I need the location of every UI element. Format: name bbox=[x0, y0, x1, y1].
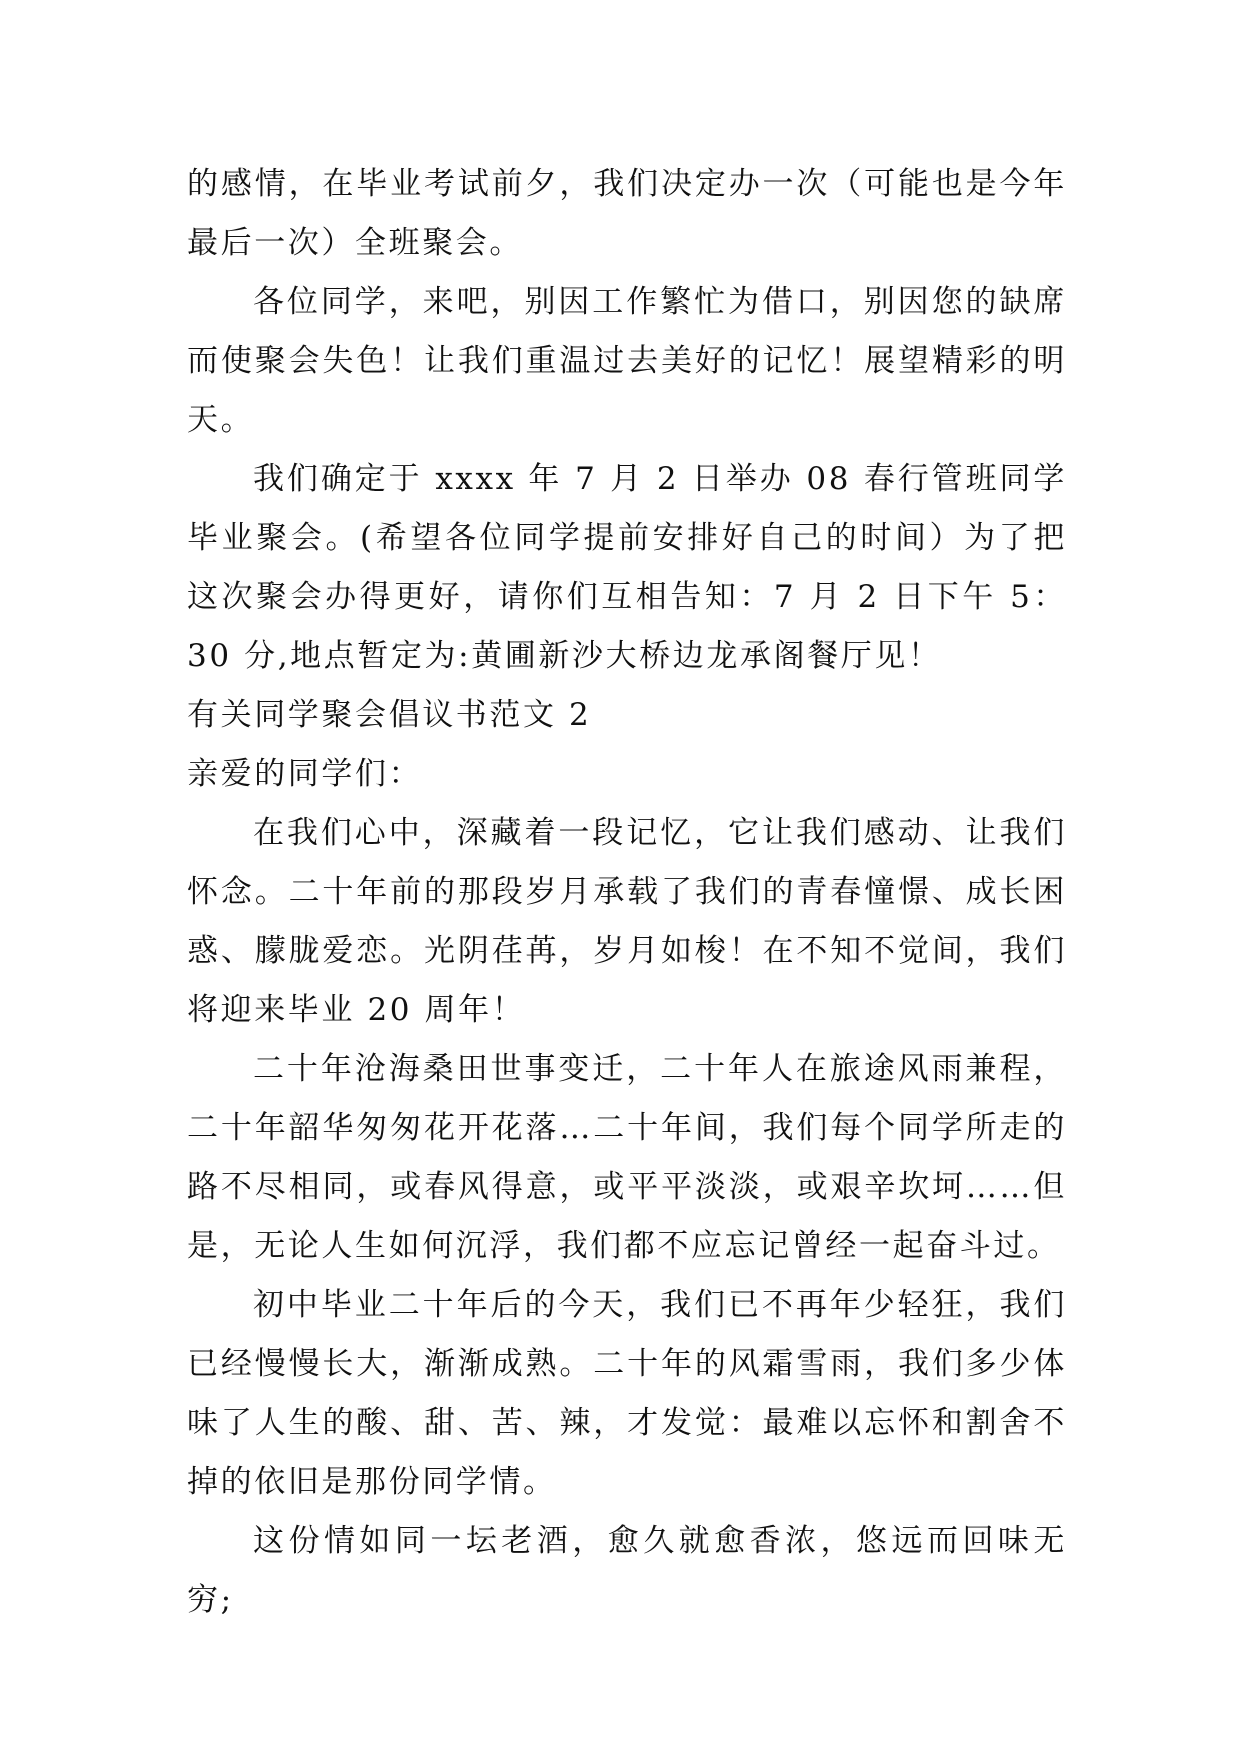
paragraph: 各位同学，来吧，别因工作繁忙为借口，别因您的缺席而使聚会失色！让我们重温过去美好的记忆！展望精彩的明天。 bbox=[187, 284, 1067, 438]
salutation: 亲爱的同学们： bbox=[187, 756, 423, 792]
paragraph: 二十年沧海桑田世事变迁，二十年人在旅途风雨兼程，二十年韶华匆匆花开花落…二十年间，我们每个同学所走的路不尽相同，或春风得意，或平平淡淡，或艰辛坎坷……但是，无论人生如何沉浮，我们都不应忘记曾经一起奋斗过。 bbox=[187, 1051, 1067, 1264]
paragraph: 我们确定于 xxxx 年 7 月 2 日举办 08 春行管班同学毕业聚会。(希望各位同学提前安排好自己的时间）为了把这次聚会办得更好，请你们互相告知：7 月 2 日下午 5：30 分,地点暂定为:黄圃新沙大桥边龙承阁餐厅见！ bbox=[187, 461, 1067, 674]
paragraph: 初中毕业二十年后的今天，我们已不再年少轻狂，我们已经慢慢长大，渐渐成熟。二十年的风霜雪雨，我们多少体味了人生的酸、甜、苦、辣，才发觉：最难以忘怀和割舍不掉的依旧是那份同学情。 bbox=[187, 1287, 1067, 1500]
section-heading: 有关同学聚会倡议书范文 2 bbox=[187, 697, 592, 733]
paragraph: 在我们心中，深藏着一段记忆，它让我们感动、让我们怀念。二十年前的那段岁月承载了我们的青春憧憬、成长困惑、朦胧爱恋。光阴荏苒，岁月如梭！在不知不觉间，我们将迎来毕业 20 周年！ bbox=[187, 815, 1067, 1028]
document-body bbox=[187, 155, 1067, 1630]
paragraph: 这份情如同一坛老酒，愈久就愈香浓，悠远而回味无穷; bbox=[187, 1523, 1067, 1618]
paragraph: 的感情，在毕业考试前夕，我们决定办一次（可能也是今年最后一次）全班聚会。 bbox=[187, 166, 1067, 261]
